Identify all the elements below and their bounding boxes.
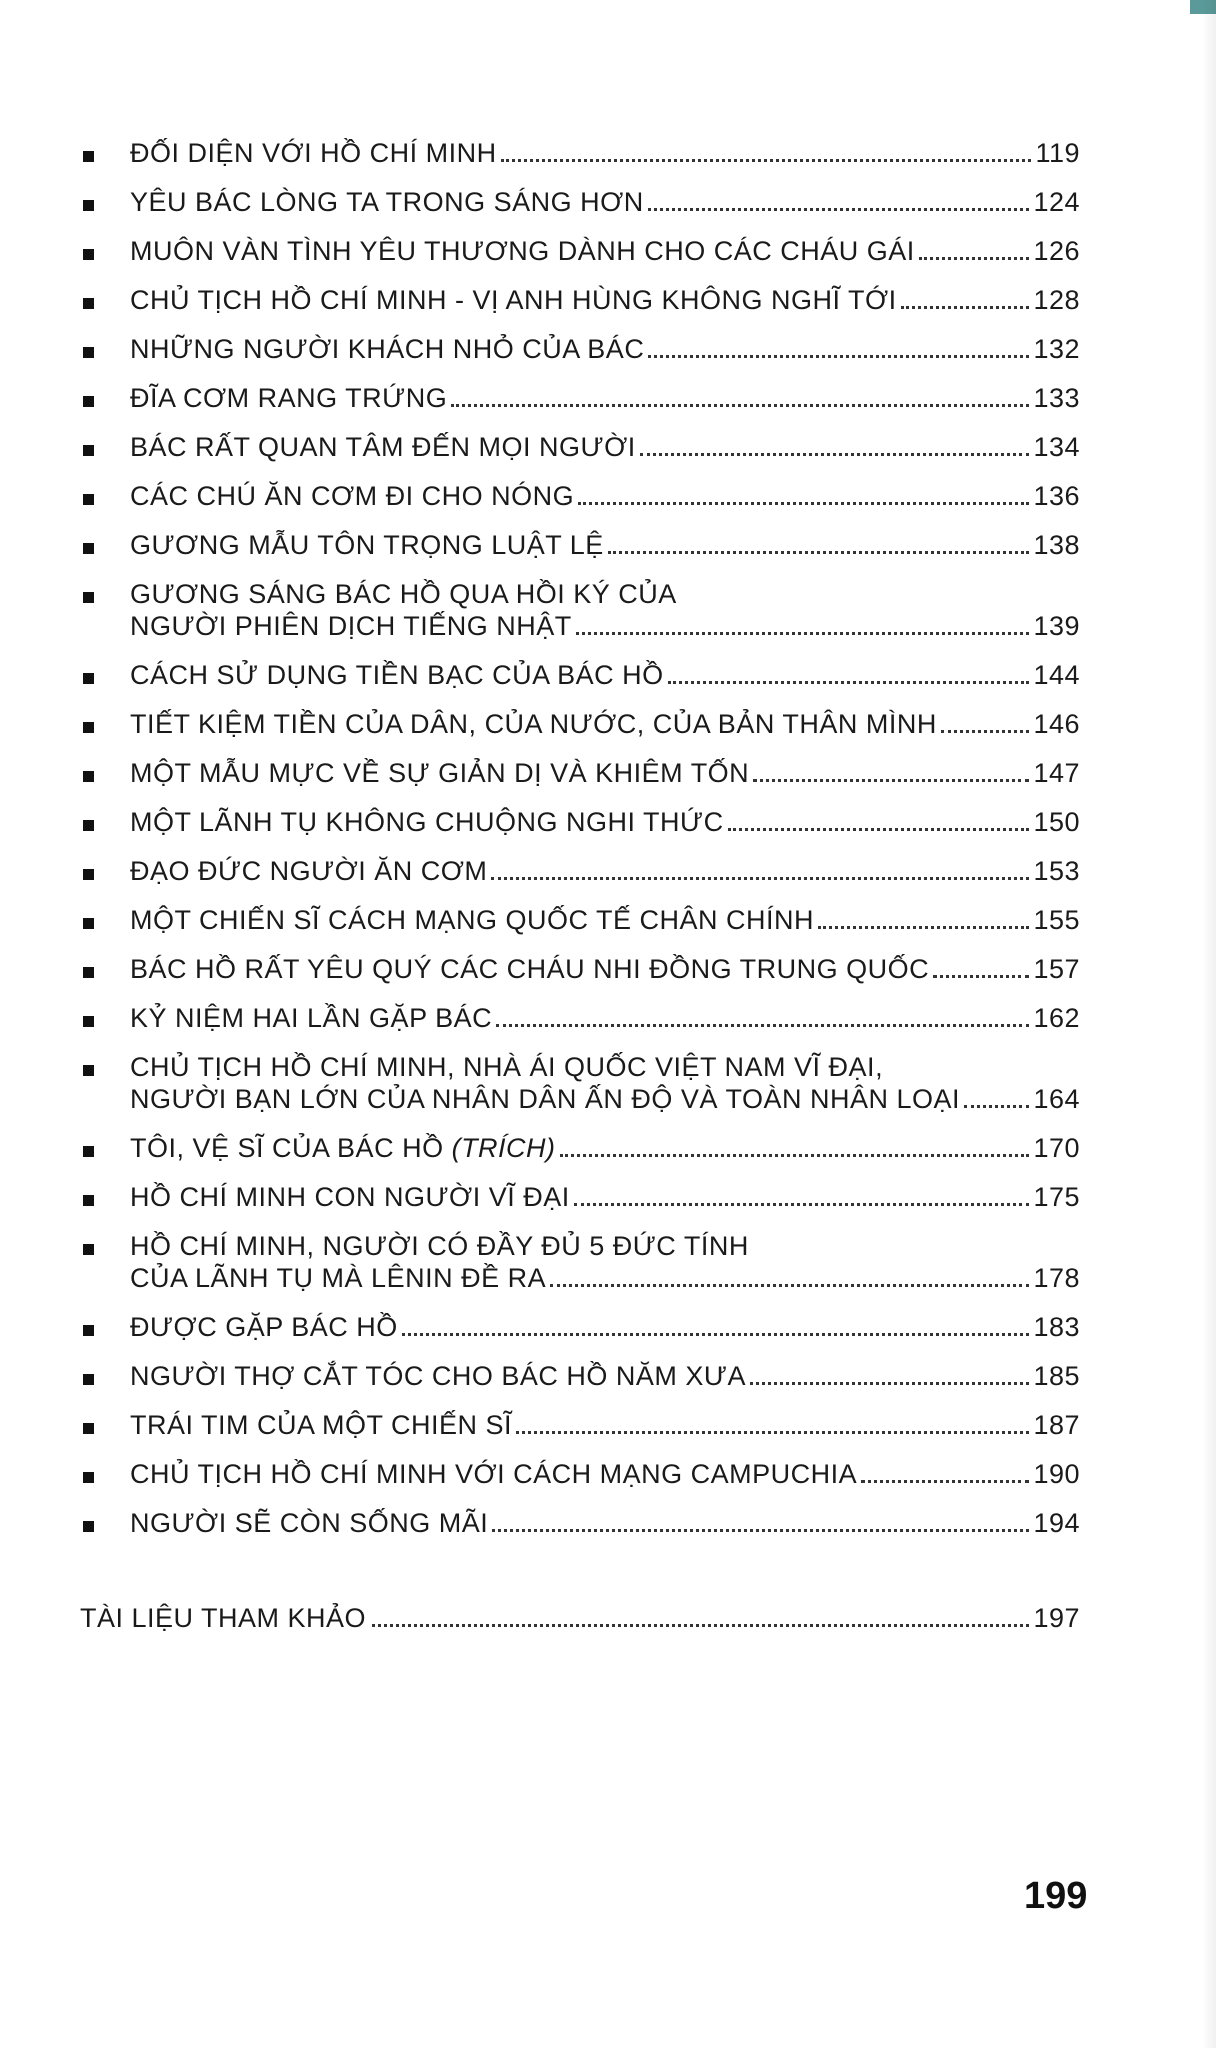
bullet-square-icon <box>80 1051 130 1083</box>
toc-entry-title: NGƯỜI THỢ CẮT TÓC CHO BÁC HỒ NĂM XƯA <box>130 1361 746 1391</box>
bullet-square-icon <box>80 1360 130 1392</box>
toc-entry-last-line <box>130 1132 1080 1164</box>
toc-entry-body <box>130 137 1080 169</box>
bullet-square-icon <box>80 186 130 218</box>
toc-entry[interactable] <box>80 1311 1080 1343</box>
bullet-square-icon <box>80 806 130 838</box>
toc-entry-last-line <box>130 186 1080 218</box>
toc-entry[interactable] <box>80 431 1080 463</box>
bullet-square-icon <box>80 578 130 610</box>
toc-entry-page-number: 150 <box>1033 807 1080 837</box>
toc-entry-last-line <box>130 1181 1080 1213</box>
toc-entry[interactable] <box>80 333 1080 365</box>
dot-leader <box>964 1105 1029 1108</box>
toc-entry[interactable] <box>80 659 1080 691</box>
toc-entry-body <box>130 757 1080 789</box>
toc-entry-last-line <box>130 806 1080 838</box>
toc-entry-body <box>130 333 1080 365</box>
toc-entry-page-number: 124 <box>1033 187 1080 217</box>
bullet-square-icon <box>80 1507 130 1539</box>
dot-leader <box>608 551 1030 554</box>
toc-entry-last-line <box>130 1458 1080 1490</box>
toc-entry-title: CHỦ TỊCH HỒ CHÍ MINH - VỊ ANH HÙNG KHÔNG NGHĨ TỚI <box>130 285 897 315</box>
toc-entry-page-number: 187 <box>1033 1410 1080 1440</box>
toc-entry-page-number: 119 <box>1035 138 1080 168</box>
dot-leader <box>560 1154 1030 1157</box>
toc-entry-title: CHỦ TỊCH HỒ CHÍ MINH VỚI CÁCH MẠNG CAMPUCHIA <box>130 1459 858 1489</box>
toc-entry-body <box>130 186 1080 218</box>
toc-entry-body <box>130 1507 1080 1539</box>
toc-entry[interactable] <box>80 953 1080 985</box>
toc-entry[interactable] <box>80 708 1080 740</box>
toc-entry-page-number: 134 <box>1033 432 1080 462</box>
bullet-square-icon <box>80 659 130 691</box>
toc-entry[interactable] <box>80 1181 1080 1213</box>
bullet-square-icon <box>80 1458 130 1490</box>
toc-entry-body <box>130 855 1080 887</box>
bullet-square-icon <box>80 529 130 561</box>
toc-entry-title: TÔI, VỆ SĨ CỦA BÁC HỒ (TRÍCH) <box>130 1133 556 1163</box>
toc-entry-page-number: 164 <box>1033 1084 1080 1114</box>
toc-entry-page-number: 146 <box>1033 709 1080 739</box>
toc-entry[interactable] <box>80 806 1080 838</box>
dot-leader <box>818 926 1029 929</box>
toc-entry[interactable] <box>80 1002 1080 1034</box>
bullet-square-icon <box>80 904 130 936</box>
toc-entry-last-line <box>130 529 1080 561</box>
toc-entry-page-number: 170 <box>1033 1133 1080 1163</box>
toc-entry-title: CÁC CHÚ ĂN CƠM ĐI CHO NÓNG <box>130 481 575 511</box>
dot-leader <box>640 453 1030 456</box>
bullet-square-icon <box>80 1181 130 1213</box>
toc-entry-last-line <box>130 610 1080 642</box>
toc-entry-page-number: 185 <box>1033 1361 1080 1391</box>
italic-annotation: (TRÍCH) <box>451 1133 556 1163</box>
toc-entry-last-line <box>130 431 1080 463</box>
toc-entry[interactable] <box>80 1507 1080 1539</box>
toc-entry-page-number: 147 <box>1033 758 1080 788</box>
toc-entry-body <box>130 1311 1080 1343</box>
bullet-square-icon <box>80 284 130 316</box>
toc-entry[interactable] <box>80 855 1080 887</box>
bullet-square-icon <box>80 708 130 740</box>
toc-entry-page-number: 194 <box>1033 1508 1080 1538</box>
toc-entry-last-line <box>130 1083 1080 1115</box>
toc-entry[interactable] <box>80 1132 1080 1164</box>
toc-entry-last-line <box>130 855 1080 887</box>
toc-entry-last-line <box>130 1311 1080 1343</box>
toc-entry-body <box>130 1360 1080 1392</box>
toc-entry[interactable] <box>80 284 1080 316</box>
dot-leader <box>491 877 1029 880</box>
toc-entry-title: GƯƠNG MẪU TÔN TRỌNG LUẬT LỆ <box>130 530 604 560</box>
toc-entry-last-line <box>130 284 1080 316</box>
toc-entry-last-line <box>130 904 1080 936</box>
toc-entry-last-line <box>130 333 1080 365</box>
dot-leader <box>861 1480 1029 1483</box>
toc-entry-last-line <box>130 1002 1080 1034</box>
toc-entry-title: TIẾT KIỆM TIỀN CỦA DÂN, CỦA NƯỚC, CỦA BẢN THÂN MÌNH <box>130 709 937 739</box>
toc-entry-last-line <box>130 1262 1080 1294</box>
toc-entry[interactable] <box>80 1360 1080 1392</box>
toc-entry-page-number: 153 <box>1033 856 1080 886</box>
toc-entry-body <box>130 1002 1080 1034</box>
dot-leader <box>728 828 1030 831</box>
toc-entry-last-line <box>130 953 1080 985</box>
toc-entry-title-line: GƯƠNG SÁNG BÁC HỒ QUA HỒI KÝ CỦA <box>130 579 677 609</box>
bullet-square-icon <box>80 235 130 267</box>
toc-entry-title: CÁCH SỬ DỤNG TIỀN BẠC CỦA BÁC HỒ <box>130 660 664 690</box>
bullet-square-icon <box>80 1132 130 1164</box>
toc-entry-title: NHỮNG NGƯỜI KHÁCH NHỎ CỦA BÁC <box>130 334 645 364</box>
toc-entry-body <box>130 659 1080 691</box>
toc-entry-title: TRÁI TIM CỦA MỘT CHIẾN SĨ <box>130 1410 513 1440</box>
toc-entry-body <box>130 431 1080 463</box>
bullet-square-icon <box>80 757 130 789</box>
toc-entry-page-number: 128 <box>1033 285 1080 315</box>
toc-entry-body <box>130 904 1080 936</box>
toc-entry[interactable] <box>80 137 1080 169</box>
toc-entry-title: ĐƯỢC GẶP BÁC HỒ <box>130 1312 398 1342</box>
toc-entry[interactable] <box>80 1051 1080 1115</box>
toc-entry-page-number: 155 <box>1033 905 1080 935</box>
toc-entry-last-line <box>130 1360 1080 1392</box>
toc-entry[interactable] <box>80 382 1080 414</box>
toc-entry-body <box>130 1051 1080 1115</box>
dot-leader <box>901 306 1030 309</box>
toc-entry[interactable] <box>80 186 1080 218</box>
toc-entry-page-number: 175 <box>1033 1182 1080 1212</box>
dot-leader <box>372 1624 1029 1627</box>
dot-leader <box>919 257 1030 260</box>
bullet-square-icon <box>80 382 130 414</box>
dot-leader <box>492 1529 1029 1532</box>
bullet-square-icon <box>80 480 130 512</box>
toc-entry-body <box>130 529 1080 561</box>
toc-entry-last-line <box>130 137 1080 169</box>
toc-entry-last-line <box>130 1507 1080 1539</box>
table-of-contents <box>80 137 1080 1556</box>
toc-entry[interactable] <box>80 529 1080 561</box>
toc-entry-title: NGƯỜI BẠN LỚN CỦA NHÂN DÂN ẤN ĐỘ VÀ TOÀN NHÂN LOẠI <box>130 1084 961 1114</box>
toc-entry-title: ĐĨA CƠM RANG TRỨNG <box>130 383 448 413</box>
dot-leader <box>451 404 1029 407</box>
page-edge-shadow <box>1202 0 1216 2048</box>
dot-leader <box>648 208 1030 211</box>
toc-entry-page-number: 133 <box>1033 383 1080 413</box>
toc-entry-body <box>130 708 1080 740</box>
bullet-square-icon <box>80 1409 130 1441</box>
toc-entry-title: BÁC RẤT QUAN TÂM ĐẾN MỌI NGƯỜI <box>130 432 636 462</box>
toc-entry[interactable] <box>80 904 1080 936</box>
toc-entry[interactable] <box>80 1409 1080 1441</box>
toc-entry-last-line <box>130 659 1080 691</box>
toc-entry-page-number: 162 <box>1033 1003 1080 1033</box>
toc-entry-title: BÁC HỒ RẤT YÊU QUÝ CÁC CHÁU NHI ĐỒNG TRUNG QUỐC <box>130 954 930 984</box>
toc-entry-title: ĐẠO ĐỨC NGƯỜI ĂN CƠM <box>130 856 488 886</box>
bullet-square-icon <box>80 953 130 985</box>
toc-entry-page-number: 138 <box>1033 530 1080 560</box>
toc-entry-body <box>130 284 1080 316</box>
toc-entry-title: YÊU BÁC LÒNG TA TRONG SÁNG HƠN <box>130 187 644 217</box>
toc-entry-title: NGƯỜI PHIÊN DỊCH TIẾNG NHẬT <box>130 611 572 641</box>
dot-leader <box>496 1024 1029 1027</box>
toc-entry-page-number: 126 <box>1033 236 1080 266</box>
toc-entry-body <box>130 480 1080 512</box>
page-number: 199 <box>1024 1875 1088 1917</box>
toc-entry[interactable] <box>80 1458 1080 1490</box>
references-page-number: 197 <box>1033 1603 1080 1633</box>
bullet-square-icon <box>80 431 130 463</box>
toc-entry-body <box>130 1132 1080 1164</box>
bullet-square-icon <box>80 1230 130 1262</box>
toc-entry-page-number: 178 <box>1033 1263 1080 1293</box>
toc-entry-body <box>130 578 1080 642</box>
dot-leader <box>648 355 1029 358</box>
dot-leader <box>501 159 1032 162</box>
toc-entry-body <box>130 953 1080 985</box>
toc-entry-last-line <box>130 757 1080 789</box>
toc-entry-title: ĐỐI DIỆN VỚI HỒ CHÍ MINH <box>130 138 497 168</box>
bullet-square-icon <box>80 1002 130 1034</box>
dot-leader <box>933 975 1029 978</box>
toc-entry-title: MỘT LÃNH TỤ KHÔNG CHUỘNG NGHI THỨC <box>130 807 724 837</box>
dot-leader <box>550 1284 1029 1287</box>
toc-entry-title: NGƯỜI SẼ CÒN SỐNG MÃI <box>130 1508 489 1538</box>
toc-entry-body <box>130 382 1080 414</box>
toc-entry[interactable] <box>80 757 1080 789</box>
dot-leader <box>574 1203 1030 1206</box>
toc-entry-body <box>130 1230 1080 1294</box>
bullet-square-icon <box>80 137 130 169</box>
toc-entry[interactable] <box>80 235 1080 267</box>
toc-entry-title: MUÔN VÀN TÌNH YÊU THƯƠNG DÀNH CHO CÁC CHÁU GÁI <box>130 236 915 266</box>
toc-entry-page-number: 132 <box>1033 334 1080 364</box>
toc-entry-last-line <box>130 1409 1080 1441</box>
toc-entry-last-line <box>130 480 1080 512</box>
toc-entry-last-line <box>130 382 1080 414</box>
dot-leader <box>578 502 1029 505</box>
toc-entry[interactable] <box>80 578 1080 642</box>
dot-leader <box>941 730 1030 733</box>
toc-entry-title: MỘT CHIẾN SĨ CÁCH MẠNG QUỐC TẾ CHÂN CHÍNH <box>130 905 815 935</box>
bullet-square-icon <box>80 855 130 887</box>
toc-entry[interactable] <box>80 1230 1080 1294</box>
references-entry[interactable] <box>80 1602 1080 1634</box>
toc-entry-page-number: 157 <box>1033 954 1080 984</box>
bullet-square-icon <box>80 333 130 365</box>
toc-entry-title-line: CHỦ TỊCH HỒ CHÍ MINH, NHÀ ÁI QUỐC VIỆT NAM VĨ ĐẠI, <box>130 1052 884 1082</box>
toc-entry-title: CỦA LÃNH TỤ MÀ LÊNIN ĐỀ RA <box>130 1263 547 1293</box>
toc-entry-title-line: HỒ CHÍ MINH, NGƯỜI CÓ ĐẦY ĐỦ 5 ĐỨC TÍNH <box>130 1231 749 1261</box>
dot-leader <box>750 1382 1029 1385</box>
toc-entry-body <box>130 806 1080 838</box>
toc-entry-page-number: 144 <box>1033 660 1080 690</box>
toc-entry-page-number: 139 <box>1033 611 1080 641</box>
dot-leader <box>402 1333 1030 1336</box>
dot-leader <box>668 681 1030 684</box>
toc-entry-last-line <box>130 708 1080 740</box>
bullet-square-icon <box>80 1311 130 1343</box>
dot-leader <box>753 779 1029 782</box>
toc-entry[interactable] <box>80 480 1080 512</box>
dot-leader <box>576 632 1030 635</box>
toc-entry-title: HỒ CHÍ MINH CON NGƯỜI VĨ ĐẠI <box>130 1182 570 1212</box>
toc-entry-body <box>130 235 1080 267</box>
toc-entry-page-number: 190 <box>1033 1459 1080 1489</box>
dot-leader <box>516 1431 1029 1434</box>
toc-entry-body <box>130 1458 1080 1490</box>
toc-entry-page-number: 136 <box>1033 481 1080 511</box>
references-label: TÀI LIỆU THAM KHẢO <box>80 1603 367 1633</box>
toc-entry-body <box>130 1409 1080 1441</box>
toc-entry-title: KỶ NIỆM HAI LẦN GẶP BÁC <box>130 1003 493 1033</box>
toc-entry-body <box>130 1181 1080 1213</box>
toc-entry-page-number: 183 <box>1033 1312 1080 1342</box>
toc-entry-last-line <box>130 235 1080 267</box>
toc-entry-title: MỘT MẪU MỰC VỀ SỰ GIẢN DỊ VÀ KHIÊM TỐN <box>130 758 750 788</box>
